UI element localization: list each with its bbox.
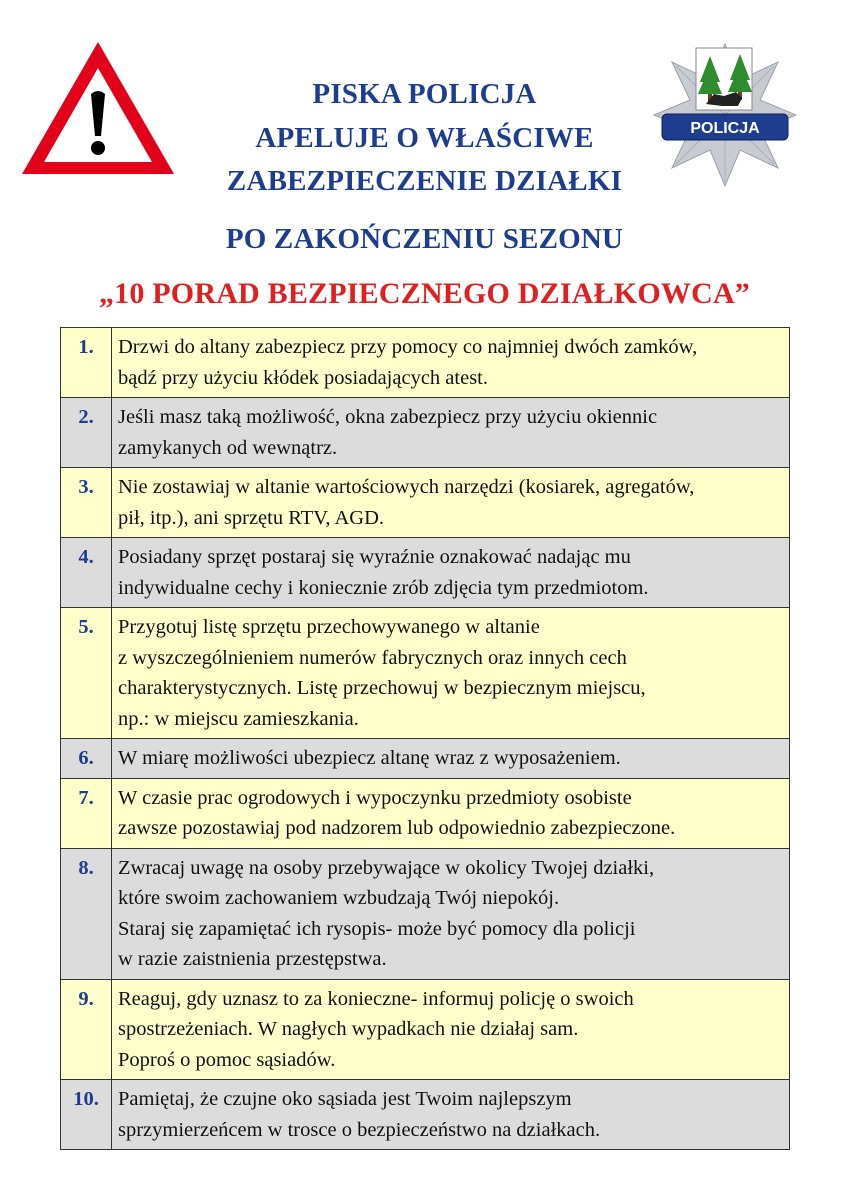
logo-badge-text: POLICJA xyxy=(690,120,760,137)
tip-text-line: w razie zaistnienia przestępstwa. xyxy=(118,948,387,970)
tip-row xyxy=(61,778,790,848)
tip-text-line: spostrzeżeniach. W nagłych wypadkach nie działaj sam. xyxy=(118,1018,579,1040)
tip-row xyxy=(61,979,790,1080)
tip-text xyxy=(112,1080,790,1150)
tip-text-line: Staraj się zapamiętać ich rysopis- może być pomocy dla policji xyxy=(118,917,636,940)
tip-text xyxy=(112,778,790,848)
tip-text-line: zawsze pozostawiaj pod nadzorem lub odpowiednio zabezpieczone. xyxy=(118,817,676,839)
tip-text-line: indywidualne cechy i koniecznie zrób zdjęcia tym przedmiotom. xyxy=(118,576,649,599)
tip-text-line: Zwracaj uwagę na osoby przebywające w okolicy Twojej działki, xyxy=(118,856,655,879)
tip-number: 4. xyxy=(61,538,112,608)
tip-text-line: Poproś o pomoc sąsiadów. xyxy=(118,1048,336,1071)
tip-text-line: Przygotuj listę sprzętu przechowywanego w altanie xyxy=(118,616,540,638)
tip-row xyxy=(61,848,790,979)
tip-text-line: zamykanych od wewnątrz. xyxy=(118,436,338,459)
tip-row xyxy=(61,398,790,468)
tip-number: 1. xyxy=(61,328,112,398)
tip-text-line: Posiadany sprzęt postaraj się wyraźnie oznakować nadając mu xyxy=(118,546,631,568)
tip-number: 2. xyxy=(61,398,112,468)
tip-text xyxy=(112,608,790,739)
tip-text-line: z wyszczególnieniem numerów fabrycznych oraz innych cech xyxy=(118,646,627,669)
tip-text xyxy=(112,468,790,538)
tip-text-line: Reaguj, gdy uznasz to za konieczne- informuj policję o swoich xyxy=(118,987,634,1010)
tip-text-line: W czasie prac ogrodowych i wypoczynku przedmioty osobiste xyxy=(118,786,632,809)
tip-text-line: pił, itp.), ani sprzętu RTV, AGD. xyxy=(118,506,385,529)
tip-text xyxy=(112,848,790,979)
tip-text xyxy=(112,979,790,1080)
tip-text xyxy=(112,398,790,468)
subtitle: „10 PORAD BEZPIECZNEGO DZIAŁKOWCA” xyxy=(98,277,751,310)
title-line-1: PISKA POLICJA xyxy=(312,78,537,110)
tip-text-line: Nie zostawiaj w altanie wartościowych narzędzi (kosiarek, agregatów, xyxy=(118,476,695,498)
tip-text-line: W miarę możliwości ubezpiecz altanę wraz z wyposażeniem. xyxy=(118,747,621,769)
title-line-3: ZABEZPIECZENIE DZIAŁKI xyxy=(226,165,623,197)
tip-text-line: które swoim zachowaniem wzbudzają Twój niepokój. xyxy=(118,887,560,909)
tip-text-line: Jeśli masz taką możliwość, okna zabezpiecz przy użyciu okiennic xyxy=(118,406,658,428)
tip-row xyxy=(61,328,790,398)
tips-table xyxy=(60,327,790,1150)
tip-number: 3. xyxy=(61,468,112,538)
tip-row xyxy=(61,608,790,739)
title-line-4: PO ZAKOŃCZENIU SEZONU xyxy=(225,223,624,255)
tip-text xyxy=(112,328,790,398)
tip-text xyxy=(112,538,790,608)
tip-number: 7. xyxy=(61,778,112,848)
tip-number: 5. xyxy=(61,608,112,739)
tip-row xyxy=(61,739,790,779)
tip-text-line: np.: w miejscu zamieszkania. xyxy=(118,707,359,730)
tip-number: 10. xyxy=(61,1080,112,1150)
tip-row xyxy=(61,1080,790,1150)
tip-row xyxy=(61,468,790,538)
tip-text xyxy=(112,739,790,779)
tip-number: 6. xyxy=(61,739,112,779)
tip-text-line: Pamiętaj, że czujne oko sąsiada jest Twoim najlepszym xyxy=(118,1088,572,1110)
tip-number: 8. xyxy=(61,848,112,979)
tip-text-line: Drzwi do altany zabezpiecz przy pomocy co najmniej dwóch zamków, xyxy=(118,336,698,358)
title-line-2: APELUJE O WŁAŚCIWE xyxy=(255,122,594,154)
tip-number: 9. xyxy=(61,979,112,1080)
tip-text-line: sprzymierzeńcem w trosce o bezpieczeństwo na działkach. xyxy=(118,1118,601,1141)
tip-row xyxy=(61,538,790,608)
tip-text-line: bądź przy użyciu kłódek posiadających atest. xyxy=(118,366,488,389)
tip-text-line: charakterystycznych. Listę przechowuj w bezpiecznym miejscu, xyxy=(118,677,646,699)
